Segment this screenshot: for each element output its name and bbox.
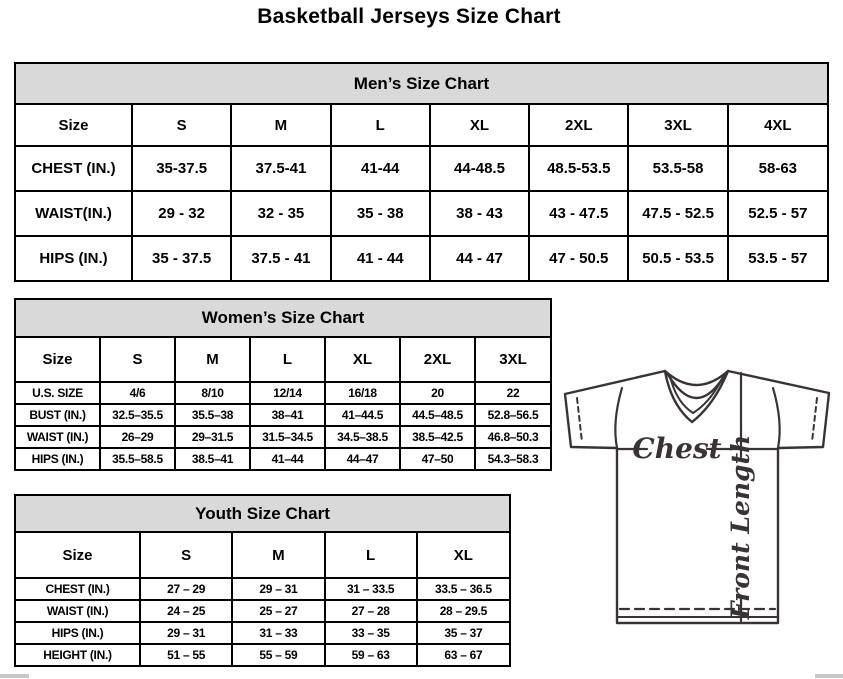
table-cell: 44-48.5 (430, 146, 529, 191)
table-row (16, 236, 827, 280)
table-row (16, 622, 509, 644)
column-header: XL (417, 533, 509, 578)
jersey-outline (565, 371, 829, 623)
armhole-seam-left (615, 388, 622, 448)
table-cell: 38.5–41 (175, 448, 250, 469)
scrollbar-fragment-left[interactable] (0, 674, 29, 678)
table-cell: 4/6 (100, 382, 175, 404)
table-cell: 47 - 50.5 (529, 236, 628, 280)
table-row (16, 448, 550, 469)
table-cell: 33 – 35 (325, 622, 417, 644)
table-row (16, 426, 550, 448)
table-cell: 20 (400, 382, 475, 404)
table-row (16, 600, 509, 622)
womens-chart-header: Women’s Size Chart (16, 300, 550, 338)
table-cell: 12/14 (250, 382, 325, 404)
table-cell: 35 - 38 (331, 191, 430, 236)
table-cell: 63 – 67 (417, 644, 509, 665)
column-header: Size (16, 105, 132, 146)
table-cell: 35-37.5 (132, 146, 231, 191)
row-label: CHEST (IN.) (16, 578, 140, 600)
table-row (16, 191, 827, 236)
table-cell: 43 - 47.5 (529, 191, 628, 236)
table-cell: 35.5–58.5 (100, 448, 175, 469)
table-cell: 38 - 43 (430, 191, 529, 236)
table-cell: 35 - 37.5 (132, 236, 231, 280)
youth-chart-header: Youth Size Chart (16, 496, 509, 533)
table-cell: 29–31.5 (175, 426, 250, 448)
sleeve-cuff-dashed-left (577, 398, 582, 442)
column-header: S (140, 533, 232, 578)
table-cell: 24 – 25 (140, 600, 232, 622)
scrollbar-fragment-right[interactable] (815, 674, 843, 678)
table-cell: 51 – 55 (140, 644, 232, 665)
row-label: WAIST (IN.) (16, 426, 100, 448)
table-cell: 31 – 33 (232, 622, 324, 644)
table-cell: 47–50 (400, 448, 475, 469)
table-cell: 8/10 (175, 382, 250, 404)
table-cell: 31 – 33.5 (325, 578, 417, 600)
table-cell: 41-44 (331, 146, 430, 191)
table-cell: 37.5-41 (231, 146, 330, 191)
table-cell: 29 – 31 (140, 622, 232, 644)
table-cell: 32 - 35 (231, 191, 330, 236)
column-header: M (232, 533, 324, 578)
youth-size-chart (14, 494, 511, 667)
table-row (16, 404, 550, 426)
table-row (16, 578, 509, 600)
table-cell: 58-63 (728, 146, 827, 191)
column-header: L (250, 338, 325, 382)
table-cell: 44 - 47 (430, 236, 529, 280)
table-cell: 38.5–42.5 (400, 426, 475, 448)
armhole-seam-right (773, 388, 780, 448)
mens-chart-header: Men’s Size Chart (16, 64, 827, 105)
table-cell: 33.5 – 36.5 (417, 578, 509, 600)
row-label: HEIGHT (IN.) (16, 644, 140, 665)
table-cell: 52.5 - 57 (728, 191, 827, 236)
table-cell: 41–44 (250, 448, 325, 469)
column-header: 2XL (529, 105, 628, 146)
column-header: 3XL (628, 105, 727, 146)
table-header-row (16, 105, 827, 146)
row-label: U.S. SIZE (16, 382, 100, 404)
table-cell: 16/18 (325, 382, 400, 404)
column-header: L (331, 105, 430, 146)
table-cell: 47.5 - 52.5 (628, 191, 727, 236)
row-label: HIPS (IN.) (16, 448, 100, 469)
table-cell: 32.5–35.5 (100, 404, 175, 426)
row-label: HIPS (IN.) (16, 236, 132, 280)
table-row (16, 382, 550, 404)
row-label: WAIST(IN.) (16, 191, 132, 236)
table-cell: 27 – 29 (140, 578, 232, 600)
table-cell: 37.5 - 41 (231, 236, 330, 280)
row-label: CHEST (IN.) (16, 146, 132, 191)
table-cell: 34.5–38.5 (325, 426, 400, 448)
table-row (16, 644, 509, 665)
table-cell: 26–29 (100, 426, 175, 448)
table-cell: 25 – 27 (232, 600, 324, 622)
column-header: 2XL (400, 338, 475, 382)
table-cell: 55 – 59 (232, 644, 324, 665)
table-cell: 44–47 (325, 448, 400, 469)
column-header: XL (325, 338, 400, 382)
mens-table (16, 105, 827, 280)
column-header: M (175, 338, 250, 382)
page-title: Basketball Jerseys Size Chart (257, 5, 561, 28)
youth-table (16, 533, 509, 665)
table-cell: 46.8–50.3 (475, 426, 550, 448)
table-cell: 35 – 37 (417, 622, 509, 644)
table-header-row (16, 338, 550, 382)
womens-table (16, 338, 550, 469)
table-cell: 29 - 32 (132, 191, 231, 236)
column-header: M (231, 105, 330, 146)
table-cell: 52.8–56.5 (475, 404, 550, 426)
table-cell: 38–41 (250, 404, 325, 426)
column-header: S (100, 338, 175, 382)
column-header: L (325, 533, 417, 578)
column-header: S (132, 105, 231, 146)
table-cell: 29 – 31 (232, 578, 324, 600)
front-length-label: Front Length (726, 434, 755, 620)
table-cell: 35.5–38 (175, 404, 250, 426)
jersey-diagram (555, 360, 843, 630)
table-cell: 48.5-53.5 (529, 146, 628, 191)
table-cell: 41–44.5 (325, 404, 400, 426)
table-header-row (16, 533, 509, 578)
sleeve-cuff-dashed-right (812, 398, 817, 442)
table-cell: 28 – 29.5 (417, 600, 509, 622)
table-cell: 54.3–58.3 (475, 448, 550, 469)
column-header: XL (430, 105, 529, 146)
mens-size-chart (14, 62, 829, 282)
row-label: BUST (IN.) (16, 404, 100, 426)
chest-label: Chest (632, 432, 722, 465)
table-cell: 50.5 - 53.5 (628, 236, 727, 280)
row-label: HIPS (IN.) (16, 622, 140, 644)
table-cell: 53.5-58 (628, 146, 727, 191)
table-cell: 44.5–48.5 (400, 404, 475, 426)
column-header: 4XL (728, 105, 827, 146)
table-row (16, 146, 827, 191)
table-cell: 59 – 63 (325, 644, 417, 665)
column-header: Size (16, 338, 100, 382)
column-header: Size (16, 533, 140, 578)
table-cell: 22 (475, 382, 550, 404)
table-cell: 53.5 - 57 (728, 236, 827, 280)
table-cell: 31.5–34.5 (250, 426, 325, 448)
table-cell: 41 - 44 (331, 236, 430, 280)
column-header: 3XL (475, 338, 550, 382)
row-label: WAIST (IN.) (16, 600, 140, 622)
womens-size-chart (14, 298, 552, 471)
table-cell: 27 – 28 (325, 600, 417, 622)
